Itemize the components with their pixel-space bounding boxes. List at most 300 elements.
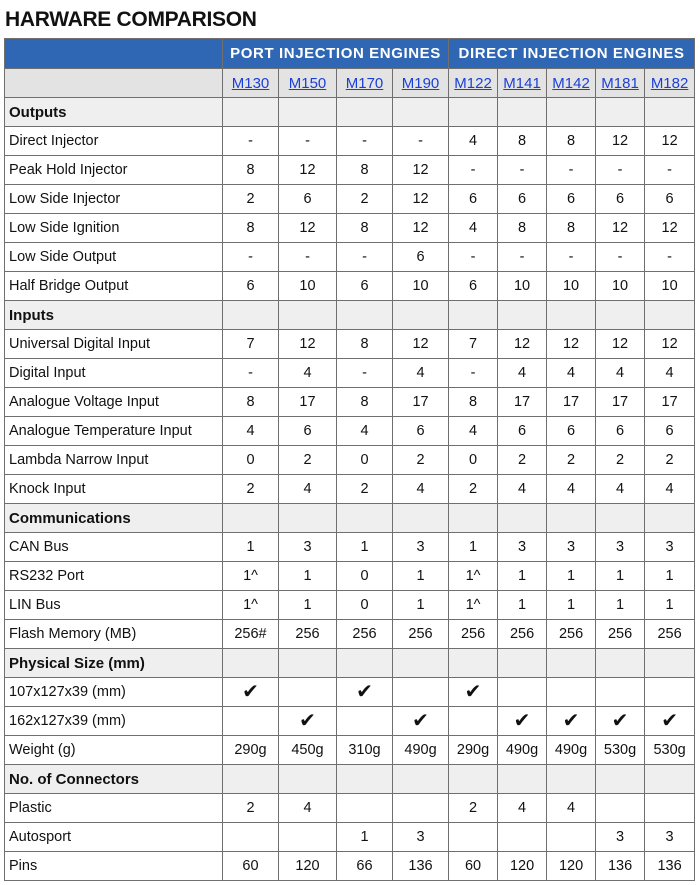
value-cell: 12 bbox=[279, 330, 337, 359]
value-cell: 256 bbox=[547, 620, 596, 649]
value-cell: 4 bbox=[547, 475, 596, 504]
table-row bbox=[5, 707, 695, 736]
checkmark-icon: ✔ bbox=[393, 707, 449, 736]
value-cell: 3 bbox=[498, 533, 547, 562]
value-cell: 66 bbox=[337, 852, 393, 881]
row-label: Lambda Narrow Input bbox=[5, 446, 223, 475]
table-row bbox=[5, 533, 695, 562]
value-cell: 120 bbox=[547, 852, 596, 881]
value-cell bbox=[498, 823, 547, 852]
value-cell: 256 bbox=[337, 620, 393, 649]
value-cell: 530g bbox=[645, 736, 695, 765]
value-cell: 2 bbox=[449, 794, 498, 823]
value-cell bbox=[449, 707, 498, 736]
value-cell: 17 bbox=[547, 388, 596, 417]
table-row bbox=[5, 823, 695, 852]
table-row bbox=[5, 446, 695, 475]
value-cell: - bbox=[498, 243, 547, 272]
value-cell: 12 bbox=[596, 330, 645, 359]
value-cell: 1 bbox=[645, 562, 695, 591]
model-header-blank-cell bbox=[5, 69, 223, 98]
table-row bbox=[5, 475, 695, 504]
checkmark-icon: ✔ bbox=[498, 707, 547, 736]
value-cell: 4 bbox=[498, 794, 547, 823]
value-cell: 256 bbox=[645, 620, 695, 649]
table-row bbox=[5, 243, 695, 272]
value-cell: 4 bbox=[393, 359, 449, 388]
value-cell: 0 bbox=[449, 446, 498, 475]
model-link[interactable]: M181 bbox=[601, 74, 639, 92]
table-row bbox=[5, 185, 695, 214]
value-cell bbox=[393, 678, 449, 707]
value-cell: 3 bbox=[279, 533, 337, 562]
model-link[interactable]: M150 bbox=[288, 74, 327, 92]
value-cell: 2 bbox=[337, 185, 393, 214]
value-cell: 2 bbox=[279, 446, 337, 475]
value-cell: 4 bbox=[547, 359, 596, 388]
value-cell: 4 bbox=[596, 359, 645, 388]
value-cell: - bbox=[547, 156, 596, 185]
table-row bbox=[5, 794, 695, 823]
value-cell: 2 bbox=[498, 446, 547, 475]
value-cell: - bbox=[449, 359, 498, 388]
section-empty-cell bbox=[449, 301, 498, 330]
row-label: Flash Memory (MB) bbox=[5, 620, 223, 649]
value-cell: 6 bbox=[498, 417, 547, 446]
row-label: CAN Bus bbox=[5, 533, 223, 562]
model-link[interactable]: M182 bbox=[650, 74, 689, 92]
value-cell: 2 bbox=[223, 475, 279, 504]
value-cell: 1 bbox=[498, 562, 547, 591]
row-label: Analogue Temperature Input bbox=[5, 417, 223, 446]
table-row bbox=[5, 127, 695, 156]
checkmark-icon: ✔ bbox=[596, 707, 645, 736]
value-cell bbox=[279, 678, 337, 707]
value-cell: 6 bbox=[223, 272, 279, 301]
value-cell: 490g bbox=[498, 736, 547, 765]
model-link[interactable]: M141 bbox=[503, 74, 541, 92]
section-title: Inputs bbox=[5, 301, 223, 330]
section-empty-cell bbox=[596, 649, 645, 678]
section-empty-cell bbox=[337, 301, 393, 330]
value-cell: 490g bbox=[547, 736, 596, 765]
section-empty-cell bbox=[645, 301, 695, 330]
value-cell: - bbox=[547, 243, 596, 272]
section-empty-cell bbox=[498, 301, 547, 330]
row-label: 162x127x39 (mm) bbox=[5, 707, 223, 736]
value-cell: - bbox=[223, 127, 279, 156]
value-cell: 6 bbox=[279, 185, 337, 214]
value-cell: 1 bbox=[393, 591, 449, 620]
section-empty-cell bbox=[223, 504, 279, 533]
value-cell: - bbox=[393, 127, 449, 156]
value-cell: 12 bbox=[393, 185, 449, 214]
value-cell: 1 bbox=[393, 562, 449, 591]
value-cell: 4 bbox=[645, 359, 695, 388]
value-cell: 450g bbox=[279, 736, 337, 765]
header-blank-cell bbox=[5, 39, 223, 69]
section-title: Communications bbox=[5, 504, 223, 533]
section-empty-cell bbox=[223, 301, 279, 330]
value-cell: 10 bbox=[393, 272, 449, 301]
model-header-cell bbox=[596, 69, 645, 98]
value-cell: 2 bbox=[223, 794, 279, 823]
value-cell: 10 bbox=[547, 272, 596, 301]
value-cell: - bbox=[596, 156, 645, 185]
value-cell: 12 bbox=[596, 214, 645, 243]
value-cell: 8 bbox=[498, 127, 547, 156]
row-label: RS232 Port bbox=[5, 562, 223, 591]
table-row bbox=[5, 417, 695, 446]
value-cell: 10 bbox=[498, 272, 547, 301]
value-cell bbox=[596, 794, 645, 823]
value-cell: 1 bbox=[645, 591, 695, 620]
section-empty-cell bbox=[279, 98, 337, 127]
value-cell: 1^ bbox=[223, 591, 279, 620]
value-cell: 256 bbox=[449, 620, 498, 649]
value-cell: 3 bbox=[596, 533, 645, 562]
value-cell: - bbox=[279, 243, 337, 272]
value-cell: 1 bbox=[449, 533, 498, 562]
value-cell: 0 bbox=[337, 591, 393, 620]
value-cell: 1 bbox=[337, 533, 393, 562]
engine-group-header: PORT INJECTION ENGINES bbox=[223, 39, 449, 69]
value-cell: 12 bbox=[393, 330, 449, 359]
model-header-cell bbox=[498, 69, 547, 98]
row-label: 107x127x39 (mm) bbox=[5, 678, 223, 707]
row-label: Pins bbox=[5, 852, 223, 881]
section-empty-cell bbox=[393, 301, 449, 330]
value-cell: 12 bbox=[393, 214, 449, 243]
value-cell: 1^ bbox=[449, 562, 498, 591]
table-row bbox=[5, 156, 695, 185]
section-empty-cell bbox=[498, 765, 547, 794]
section-empty-cell bbox=[547, 765, 596, 794]
model-link[interactable]: M170 bbox=[345, 74, 384, 92]
table-row bbox=[5, 214, 695, 243]
value-cell: 1 bbox=[498, 591, 547, 620]
value-cell: 2 bbox=[393, 446, 449, 475]
section-empty-cell bbox=[223, 649, 279, 678]
value-cell: 2 bbox=[596, 446, 645, 475]
section-empty-cell bbox=[645, 504, 695, 533]
model-link[interactable]: M190 bbox=[401, 74, 440, 92]
value-cell: 4 bbox=[393, 475, 449, 504]
section-empty-cell bbox=[393, 98, 449, 127]
section-empty-cell bbox=[337, 98, 393, 127]
value-cell: 6 bbox=[449, 185, 498, 214]
page-title: HARWARE COMPARISON bbox=[5, 8, 257, 31]
checkmark-icon: ✔ bbox=[645, 707, 695, 736]
section-empty-cell bbox=[449, 649, 498, 678]
value-cell: 8 bbox=[337, 214, 393, 243]
value-cell: 12 bbox=[547, 330, 596, 359]
row-label: Plastic bbox=[5, 794, 223, 823]
value-cell: 17 bbox=[596, 388, 645, 417]
value-cell: 10 bbox=[279, 272, 337, 301]
row-label: Low Side Ignition bbox=[5, 214, 223, 243]
value-cell: 1 bbox=[547, 562, 596, 591]
value-cell: 4 bbox=[645, 475, 695, 504]
value-cell: 6 bbox=[645, 185, 695, 214]
section-empty-cell bbox=[393, 504, 449, 533]
value-cell: 1 bbox=[223, 533, 279, 562]
row-label: Weight (g) bbox=[5, 736, 223, 765]
section-empty-cell bbox=[645, 98, 695, 127]
section-empty-cell bbox=[279, 301, 337, 330]
value-cell bbox=[645, 678, 695, 707]
value-cell: 8 bbox=[547, 214, 596, 243]
value-cell: 12 bbox=[645, 127, 695, 156]
value-cell: 490g bbox=[393, 736, 449, 765]
value-cell: 8 bbox=[223, 388, 279, 417]
section-empty-cell bbox=[547, 649, 596, 678]
value-cell bbox=[498, 678, 547, 707]
value-cell: 1 bbox=[596, 562, 645, 591]
section-empty-cell bbox=[596, 504, 645, 533]
value-cell: 3 bbox=[393, 823, 449, 852]
value-cell: 1 bbox=[547, 591, 596, 620]
value-cell bbox=[645, 794, 695, 823]
value-cell: 310g bbox=[337, 736, 393, 765]
section-empty-cell bbox=[645, 765, 695, 794]
value-cell: 8 bbox=[223, 214, 279, 243]
value-cell: 6 bbox=[337, 272, 393, 301]
section-empty-cell bbox=[498, 98, 547, 127]
checkmark-icon: ✔ bbox=[337, 678, 393, 707]
value-cell: 290g bbox=[449, 736, 498, 765]
value-cell: - bbox=[498, 156, 547, 185]
section-header-row bbox=[5, 301, 695, 330]
value-cell: - bbox=[645, 243, 695, 272]
value-cell: 0 bbox=[223, 446, 279, 475]
value-cell: 60 bbox=[449, 852, 498, 881]
value-cell: 12 bbox=[279, 156, 337, 185]
section-empty-cell bbox=[223, 765, 279, 794]
value-cell bbox=[547, 678, 596, 707]
value-cell bbox=[279, 823, 337, 852]
value-cell: 8 bbox=[337, 330, 393, 359]
checkmark-icon: ✔ bbox=[547, 707, 596, 736]
model-header-cell bbox=[279, 69, 337, 98]
value-cell: 6 bbox=[596, 185, 645, 214]
value-cell: 6 bbox=[498, 185, 547, 214]
value-cell: 2 bbox=[547, 446, 596, 475]
value-cell: - bbox=[223, 243, 279, 272]
row-label: Low Side Injector bbox=[5, 185, 223, 214]
table-row bbox=[5, 678, 695, 707]
value-cell: 136 bbox=[645, 852, 695, 881]
model-header-row bbox=[5, 69, 695, 98]
value-cell: 4 bbox=[596, 475, 645, 504]
table-row bbox=[5, 620, 695, 649]
value-cell: - bbox=[337, 243, 393, 272]
value-cell: 8 bbox=[547, 127, 596, 156]
row-label: Direct Injector bbox=[5, 127, 223, 156]
value-cell: 4 bbox=[498, 475, 547, 504]
value-cell: 1^ bbox=[449, 591, 498, 620]
value-cell: 0 bbox=[337, 562, 393, 591]
section-empty-cell bbox=[449, 504, 498, 533]
value-cell bbox=[337, 794, 393, 823]
value-cell: 12 bbox=[279, 214, 337, 243]
value-cell: 4 bbox=[547, 794, 596, 823]
value-cell: - bbox=[337, 127, 393, 156]
row-label: Analogue Voltage Input bbox=[5, 388, 223, 417]
model-link[interactable]: M142 bbox=[552, 74, 590, 92]
section-empty-cell bbox=[279, 504, 337, 533]
section-empty-cell bbox=[393, 765, 449, 794]
checkmark-icon: ✔ bbox=[449, 678, 498, 707]
value-cell: 6 bbox=[449, 272, 498, 301]
row-label: LIN Bus bbox=[5, 591, 223, 620]
table-row bbox=[5, 852, 695, 881]
value-cell: 12 bbox=[645, 330, 695, 359]
value-cell: - bbox=[645, 156, 695, 185]
value-cell: 12 bbox=[498, 330, 547, 359]
row-label: Universal Digital Input bbox=[5, 330, 223, 359]
section-empty-cell bbox=[645, 649, 695, 678]
value-cell: - bbox=[223, 359, 279, 388]
value-cell: 8 bbox=[337, 388, 393, 417]
value-cell: 7 bbox=[223, 330, 279, 359]
section-empty-cell bbox=[337, 765, 393, 794]
value-cell: 4 bbox=[279, 359, 337, 388]
value-cell: 7 bbox=[449, 330, 498, 359]
value-cell: 256 bbox=[393, 620, 449, 649]
value-cell: 8 bbox=[498, 214, 547, 243]
value-cell: 530g bbox=[596, 736, 645, 765]
value-cell: 290g bbox=[223, 736, 279, 765]
section-empty-cell bbox=[449, 765, 498, 794]
value-cell: 3 bbox=[393, 533, 449, 562]
value-cell: 3 bbox=[547, 533, 596, 562]
section-empty-cell bbox=[337, 649, 393, 678]
value-cell: 256 bbox=[279, 620, 337, 649]
value-cell: 17 bbox=[393, 388, 449, 417]
value-cell bbox=[337, 707, 393, 736]
section-title: No. of Connectors bbox=[5, 765, 223, 794]
value-cell: 4 bbox=[498, 359, 547, 388]
section-empty-cell bbox=[547, 98, 596, 127]
table-row bbox=[5, 562, 695, 591]
model-link[interactable]: M130 bbox=[231, 74, 270, 92]
table-row bbox=[5, 736, 695, 765]
checkmark-icon: ✔ bbox=[223, 678, 279, 707]
value-cell: 6 bbox=[645, 417, 695, 446]
value-cell: 60 bbox=[223, 852, 279, 881]
engine-group-header: DIRECT INJECTION ENGINES bbox=[449, 39, 695, 69]
model-header-cell bbox=[645, 69, 695, 98]
value-cell: 8 bbox=[449, 388, 498, 417]
model-header-cell bbox=[449, 69, 498, 98]
value-cell: - bbox=[279, 127, 337, 156]
value-cell: 3 bbox=[596, 823, 645, 852]
value-cell: 1 bbox=[279, 562, 337, 591]
value-cell: 4 bbox=[223, 417, 279, 446]
row-label: Autosport bbox=[5, 823, 223, 852]
value-cell: 8 bbox=[223, 156, 279, 185]
row-label: Digital Input bbox=[5, 359, 223, 388]
value-cell: 4 bbox=[337, 417, 393, 446]
value-cell bbox=[449, 823, 498, 852]
value-cell: 1 bbox=[337, 823, 393, 852]
value-cell: 2 bbox=[449, 475, 498, 504]
engine-group-header-row bbox=[5, 39, 695, 69]
model-link[interactable]: M122 bbox=[454, 74, 492, 92]
value-cell bbox=[547, 823, 596, 852]
value-cell: - bbox=[449, 243, 498, 272]
section-empty-cell bbox=[547, 301, 596, 330]
value-cell: 4 bbox=[279, 794, 337, 823]
section-empty-cell bbox=[337, 504, 393, 533]
table-row bbox=[5, 388, 695, 417]
value-cell: 6 bbox=[547, 417, 596, 446]
model-header-cell bbox=[223, 69, 279, 98]
section-empty-cell bbox=[498, 649, 547, 678]
value-cell: 4 bbox=[449, 417, 498, 446]
value-cell bbox=[223, 823, 279, 852]
checkmark-icon: ✔ bbox=[279, 707, 337, 736]
row-label: Low Side Output bbox=[5, 243, 223, 272]
section-title: Physical Size (mm) bbox=[5, 649, 223, 678]
value-cell bbox=[596, 678, 645, 707]
value-cell: 4 bbox=[449, 214, 498, 243]
value-cell: 17 bbox=[279, 388, 337, 417]
section-header-row bbox=[5, 649, 695, 678]
model-header-cell bbox=[393, 69, 449, 98]
value-cell: 8 bbox=[337, 156, 393, 185]
value-cell: 17 bbox=[645, 388, 695, 417]
value-cell: 2 bbox=[337, 475, 393, 504]
value-cell: 1 bbox=[596, 591, 645, 620]
section-empty-cell bbox=[596, 98, 645, 127]
value-cell: 2 bbox=[223, 185, 279, 214]
section-header-row bbox=[5, 504, 695, 533]
section-title: Outputs bbox=[5, 98, 223, 127]
value-cell bbox=[393, 794, 449, 823]
section-empty-cell bbox=[393, 649, 449, 678]
value-cell: 3 bbox=[645, 823, 695, 852]
value-cell: 256 bbox=[498, 620, 547, 649]
row-label: Knock Input bbox=[5, 475, 223, 504]
value-cell: 17 bbox=[498, 388, 547, 417]
model-header-cell bbox=[547, 69, 596, 98]
row-label: Peak Hold Injector bbox=[5, 156, 223, 185]
value-cell: 6 bbox=[596, 417, 645, 446]
value-cell: 12 bbox=[645, 214, 695, 243]
section-empty-cell bbox=[279, 649, 337, 678]
value-cell bbox=[223, 707, 279, 736]
value-cell: - bbox=[337, 359, 393, 388]
value-cell: 256# bbox=[223, 620, 279, 649]
section-header-row bbox=[5, 765, 695, 794]
value-cell: 0 bbox=[337, 446, 393, 475]
section-empty-cell bbox=[596, 301, 645, 330]
value-cell: 6 bbox=[393, 243, 449, 272]
model-header-cell bbox=[337, 69, 393, 98]
section-empty-cell bbox=[498, 504, 547, 533]
value-cell: 1^ bbox=[223, 562, 279, 591]
value-cell: 6 bbox=[393, 417, 449, 446]
section-empty-cell bbox=[547, 504, 596, 533]
section-empty-cell bbox=[596, 765, 645, 794]
value-cell: 2 bbox=[645, 446, 695, 475]
value-cell: 12 bbox=[596, 127, 645, 156]
table-row bbox=[5, 359, 695, 388]
value-cell: 4 bbox=[279, 475, 337, 504]
hardware-comparison-table bbox=[4, 38, 695, 881]
